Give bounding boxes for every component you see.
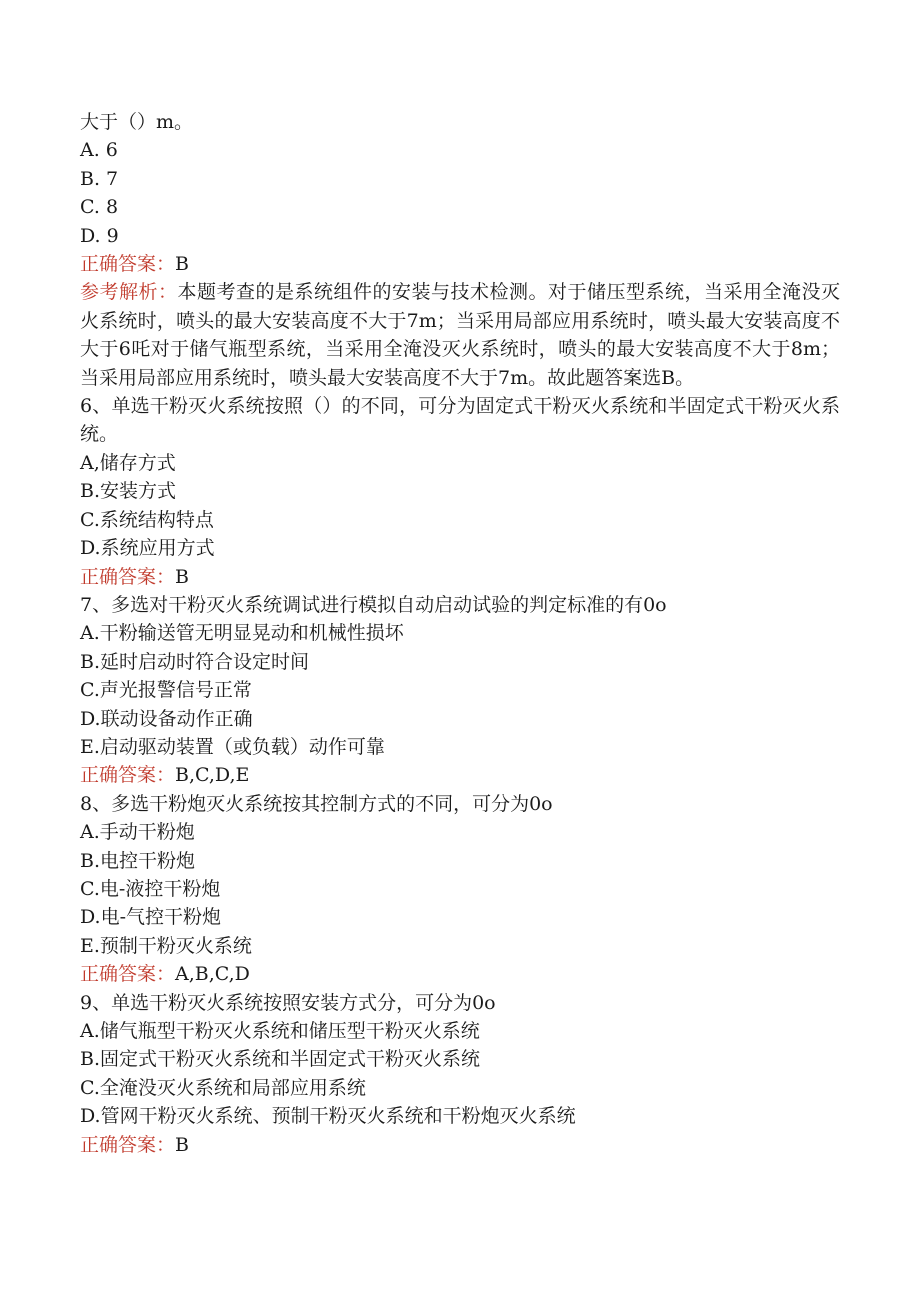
question-stem: 7、多选对干粉灭火系统调试进行模拟自动启动试验的判定标准的有0o <box>80 593 667 616</box>
option-a: A.储气瓶型干粉灭火系统和储压型干粉灭火系统 <box>80 1020 480 1042</box>
option-a: A.干粉输送管无明显晃动和机械性损坏 <box>80 622 404 645</box>
answer-value: B,C,D,E <box>175 764 250 787</box>
option-c: C.声光报警信号正常 <box>80 679 252 702</box>
answer-value: A,B,C,D <box>175 963 250 986</box>
question-block-8 <box>80 790 840 989</box>
answer-label: 正确答案： <box>80 963 176 986</box>
answer-line <box>80 1131 840 1159</box>
answer-label: 正确答案： <box>80 565 176 588</box>
option-b: B.电控干粉炮 <box>80 849 196 872</box>
answer-line <box>80 960 840 988</box>
answer-label: 正确答案： <box>80 1133 176 1156</box>
option-c: C.系统结构特点 <box>80 508 214 531</box>
option-b: B. 7 <box>80 167 119 190</box>
option-d: D. 9 <box>80 224 119 247</box>
analysis-text: 本题考查的是系统组件的安装与技术检测。对于储压型系统，当采用全淹没灭火系统时，喷头的最大安装高度不大于7m；当采用局部应用系统时，喷头最大安装高度不大于6吒对于储气瓶型系统，当采用全淹没灭火系统时，喷头的最大安装高度不大于8m；当采用局部应用系统时，喷头最大安装高度不大于7m。故此题答案选B。 <box>80 281 840 389</box>
option-c: C.电-液控干粉炮 <box>80 877 221 900</box>
option-c: C.全淹没灭火系统和局部应用系统 <box>80 1076 366 1099</box>
analysis-paragraph <box>80 278 840 392</box>
question-stem: 9、单选干粉灭火系统按照安装方式分，可分为0o <box>80 991 496 1014</box>
option-d: D.联动设备动作正确 <box>80 707 253 730</box>
answer-line <box>80 250 840 278</box>
answer-value: B <box>175 565 189 588</box>
document-page <box>80 108 840 1159</box>
option-e: E.预制干粉灭火系统 <box>80 934 252 957</box>
option-a: A.手动干粉炮 <box>80 821 195 844</box>
option-b: B.延时启动时符合设定时间 <box>80 650 310 673</box>
option-d: D.电-气控干粉炮 <box>80 906 222 929</box>
answer-value: B <box>175 1133 189 1156</box>
option-b: B.固定式干粉灭火系统和半固定式干粉灭火系统 <box>80 1048 481 1071</box>
option-c: C. 8 <box>80 196 119 219</box>
question-stem: 8、多选干粉炮灭火系统按其控制方式的不同，可分为0o <box>80 792 553 815</box>
option-a: A. 6 <box>80 139 118 162</box>
option-d: D.管网干粉灭火系统、预制干粉灭火系统和干粉炮灭火系统 <box>80 1105 576 1128</box>
answer-value: B <box>175 253 189 276</box>
question-stem: 6、单选干粉灭火系统按照（）的不同，可分为固定式干粉灭火系统和半固定式干粉灭火系统。 <box>80 395 840 446</box>
question-stem: 大于（）m。 <box>80 111 194 133</box>
answer-line <box>80 563 840 591</box>
question-block-6 <box>80 392 840 591</box>
question-block-5 <box>80 108 840 392</box>
option-a: A,储存方式 <box>80 451 176 474</box>
analysis-label: 参考解析： <box>80 281 178 304</box>
option-d: D.系统应用方式 <box>80 537 215 560</box>
answer-label: 正确答案： <box>80 764 176 787</box>
option-e: E.启动驱动装置（或负载）动作可靠 <box>80 735 385 758</box>
option-b: B.安装方式 <box>80 480 177 503</box>
answer-line <box>80 761 840 789</box>
question-block-9 <box>80 989 840 1159</box>
answer-label: 正确答案： <box>80 253 176 276</box>
question-block-7 <box>80 591 840 790</box>
